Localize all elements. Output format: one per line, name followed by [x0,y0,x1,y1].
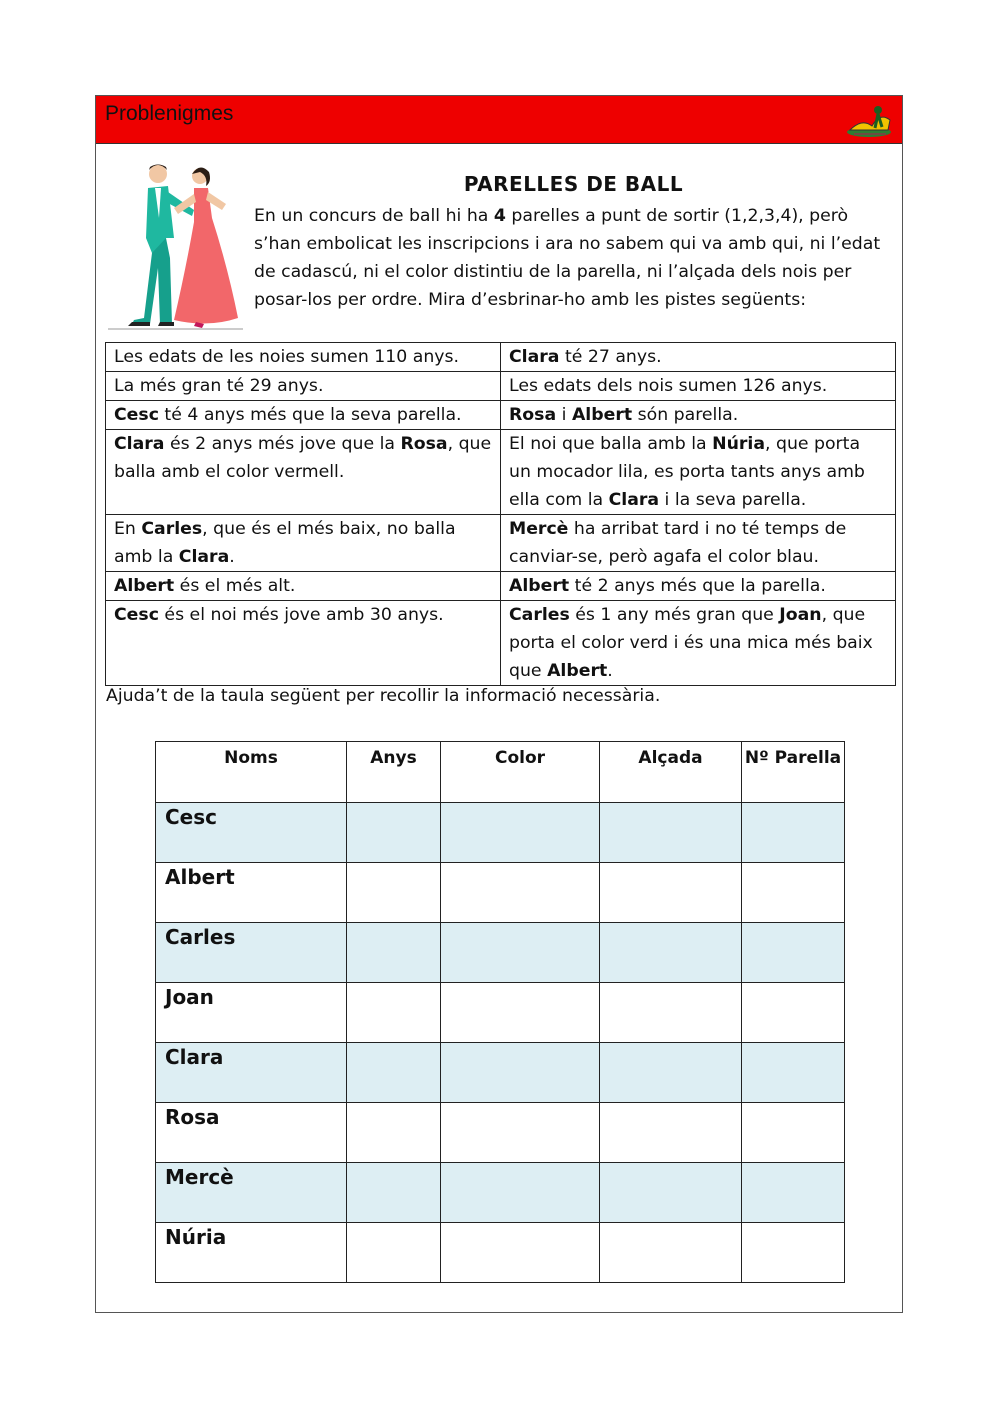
grid-answer-cell[interactable] [742,1103,845,1163]
grid-row-name: Núria [156,1223,347,1283]
clue-cell [106,430,501,515]
clue-text: . [607,661,613,681]
clue-row [106,430,896,515]
grid-column-header: Alçada [600,742,742,803]
header-title: Problenigmes [105,102,234,125]
clue-row [106,515,896,572]
grid-answer-cell[interactable] [347,923,441,983]
grid-row [156,923,845,983]
grid-answer-cell[interactable] [600,1163,742,1223]
clue-text: i la seva parella. [659,490,807,510]
grid-row [156,1103,845,1163]
clue-text: és 1 any més gran que [569,605,780,625]
grid-row [156,1223,845,1283]
clue-text: , que balla amb el color vermell. [114,434,492,482]
grid-answer-cell[interactable] [347,803,441,863]
clue-text: . [229,547,235,567]
answer-grid [155,741,845,1283]
clue-text: Les edats de les noies sumen 110 anys. [114,347,460,367]
clue-cell [106,601,501,686]
clue-cell [501,601,896,686]
clue-name: Núria [712,434,765,454]
clue-row [106,572,896,601]
grid-row-name: Clara [156,1043,347,1103]
clue-cell [106,401,501,430]
clue-row [106,401,896,430]
grid-answer-cell[interactable] [347,1223,441,1283]
clue-name: Joan [779,605,822,625]
clue-name: Cesc [114,405,159,425]
intro-text-start: En un concurs de ball hi ha [254,206,494,226]
grid-answer-cell[interactable] [742,1043,845,1103]
clue-text: té 2 anys més que la parella. [569,576,826,596]
clue-text: ha arribat tard i no té temps de canviar-se, però agafa el color blau. [509,519,847,567]
grid-answer-cell[interactable] [441,983,600,1043]
clue-name: Clara [114,434,165,454]
grid-column-header: Anys [347,742,441,803]
clue-name: Clara [178,547,230,567]
dancing-couple-illustration [108,158,243,332]
intro-text-rest: parelles a punt de sortir (1,2,3,4), però s’han embolicat les inscripcions i ara no sabem qui va amb qui, ni l’edat de cadascú, ni el color distintiu de la parella, ni l’alçada dels nois per posar-los per ordre. Mira d’esbrinar-ho amb les pistes següents: [254,206,881,310]
grid-answer-cell[interactable] [600,803,742,863]
grid-row-name: Rosa [156,1103,347,1163]
clue-name: Rosa [400,434,448,454]
grid-row-name: Joan [156,983,347,1043]
clue-cell [501,515,896,572]
grid-row [156,1043,845,1103]
grid-row-name: Mercè [156,1163,347,1223]
grid-answer-cell[interactable] [441,1043,600,1103]
grid-answer-cell[interactable] [441,1223,600,1283]
clue-text: La més gran té 29 anys. [114,376,324,396]
grid-answer-cell[interactable] [441,923,600,983]
grid-row-name: Carles [156,923,347,983]
clue-name: Albert [509,576,570,596]
grid-answer-cell[interactable] [347,1163,441,1223]
clue-name: Carles [141,519,203,539]
clue-row [106,343,896,372]
grid-answer-cell[interactable] [441,863,600,923]
clue-text: El noi que balla amb la [509,434,713,454]
clue-cell [501,430,896,515]
clue-name: Mercè [509,519,569,539]
clue-cell [106,515,501,572]
grid-answer-cell[interactable] [742,923,845,983]
grid-answer-cell[interactable] [347,1103,441,1163]
intro-bold-number: 4 [493,206,506,226]
grid-answer-cell[interactable] [600,983,742,1043]
clue-name: Cesc [114,605,159,625]
clue-cell [501,343,896,372]
clue-text: té 27 anys. [559,347,662,367]
clue-row [106,601,896,686]
grid-row [156,1163,845,1223]
grid-answer-cell[interactable] [347,1043,441,1103]
clue-text: és 2 anys més jove que la [164,434,401,454]
grid-row [156,983,845,1043]
clue-cell [501,372,896,401]
grid-answer-cell[interactable] [441,1103,600,1163]
grid-column-header: Color [441,742,600,803]
clue-text: , que és el més baix, no balla amb la [114,519,456,567]
grid-row [156,803,845,863]
clues-table [105,342,896,686]
clue-text: és el més alt. [174,576,296,596]
grid-answer-cell[interactable] [600,1103,742,1163]
clue-text: , que porta el color verd i és una mica més baix que [509,605,873,681]
grid-row-name: Albert [156,863,347,923]
grid-answer-cell[interactable] [441,1163,600,1223]
clue-name: Albert [547,661,608,681]
clue-name: Albert [114,576,175,596]
grid-answer-cell[interactable] [742,1223,845,1283]
header-bar [96,96,902,144]
grid-answer-cell[interactable] [441,803,600,863]
clue-cell [501,572,896,601]
grid-header-row [156,742,845,803]
clue-text: Les edats dels nois sumen 126 anys. [509,376,828,396]
grid-answer-cell[interactable] [347,863,441,923]
grid-column-header: Nº Parella [742,742,845,803]
helper-instruction: Ajuda’t de la taula següent per recollir la informació necessària. [106,686,661,706]
clue-text: és el noi més jove amb 30 anys. [158,605,444,625]
clue-cell [106,343,501,372]
clue-text: té 4 anys més que la seva parella. [158,405,462,425]
grid-answer-cell[interactable] [742,1163,845,1223]
grid-answer-cell[interactable] [600,1043,742,1103]
grid-column-header: Noms [156,742,347,803]
clue-cell [106,372,501,401]
clue-name: Clara [509,347,560,367]
grid-answer-cell[interactable] [742,803,845,863]
grid-row-name: Cesc [156,803,347,863]
clue-text: , que porta un mocador lila, es porta tants anys amb ella com la [509,434,865,510]
clue-text: són parella. [632,405,739,425]
grid-answer-cell[interactable] [742,863,845,923]
grid-answer-cell[interactable] [600,923,742,983]
clue-name: Carles [509,605,570,625]
clue-name: Clara [608,490,660,510]
grid-answer-cell[interactable] [742,983,845,1043]
grid-answer-cell[interactable] [347,983,441,1043]
clue-text: i [556,405,572,425]
clue-name: Albert [571,405,633,425]
grid-answer-cell[interactable] [600,863,742,923]
clue-name: Rosa [509,405,557,425]
worksheet-frame [95,95,903,1313]
clue-row [106,372,896,401]
grid-row [156,863,845,923]
clue-cell [106,572,501,601]
grid-answer-cell[interactable] [600,1223,742,1283]
page-title: PARELLES DE BALL [463,172,684,196]
intro-paragraph [254,202,894,314]
clue-text: En [114,519,142,539]
clue-cell [501,401,896,430]
dancing-logo-icon [842,100,896,140]
